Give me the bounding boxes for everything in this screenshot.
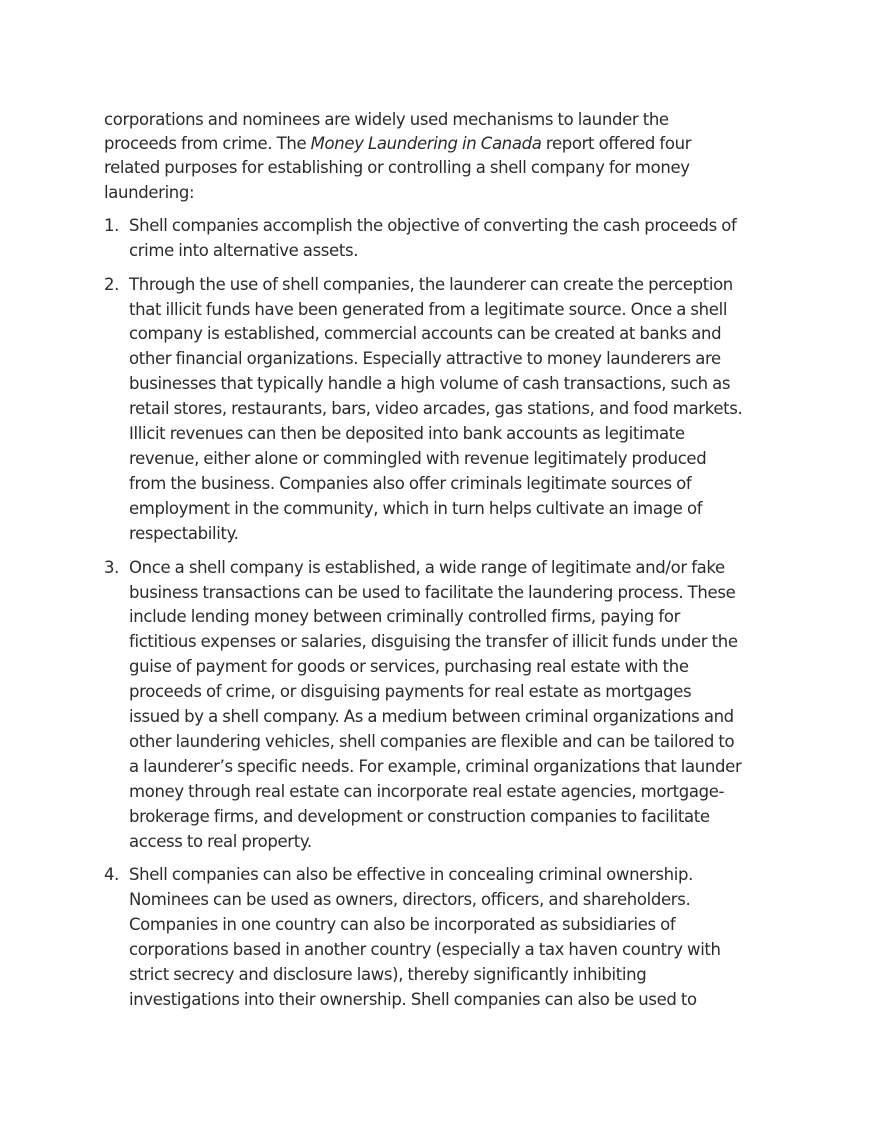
list-item-number: 2.: [104, 274, 120, 294]
list-item: [104, 556, 744, 855]
list-item: [104, 273, 744, 547]
list-item-number: 4.: [104, 865, 120, 885]
list-item: [104, 863, 744, 1012]
list-item-number: 3.: [104, 557, 120, 577]
report-title: Money Laundering in Canada: [310, 134, 542, 154]
intro-text-before: corporations and nominees are widely used mechanisms to launder the proceeds from crime. The: [104, 110, 669, 154]
numbered-list: [104, 214, 744, 1013]
list-item-text: Once a shell company is established, a wide range of legitimate and/or fake business transactions can be used to facilitate the laundering process. These include lending money between criminally controlled firms, paying for fictitious expenses or salaries, disguising the transfer of illicit funds under the guise of payment for goods or services, purchasing real estate with the proceeds of crime, or disguising payments for real estate as mortgages issued by a shell company. As a medium between criminal organizations and other laundering vehicles, shell companies are flexible and can be tailored to a launderer’s specific needs. For example, criminal organizations that launder money through real estate can incorporate real estate agencies, mortgage-brokerage firms, and development or construction companies to facilitate access to real property.: [129, 557, 742, 851]
list-item-number: 1.: [104, 215, 120, 235]
intro-paragraph: [104, 108, 744, 205]
list-item-text: Through the use of shell companies, the launderer can create the perception that illicit funds have been generated from a legitimate source. Once a shell company is established, commercial accounts can be created at banks and other financial organizations. Especially attractive to money launderers are businesses that typically handle a high volume of cash transactions, such as retail stores, restaurants, bars, video arcades, gas stations, and food markets. Illicit revenues can then be deposited into bank accounts as legitimate revenue, either alone or commingled with revenue legitimately produced from the business. Companies also offer criminals legitimate sources of employment in the community, which in turn helps cultivate an image of respectability.: [129, 274, 743, 543]
document-page: [104, 108, 744, 1022]
list-item: [104, 214, 744, 264]
list-item-text: Shell companies accomplish the objective of converting the cash proceeds of crime into alternative assets.: [129, 215, 737, 260]
intro-text-after: report offered four related purposes for establishing or controlling a shell company for money laundering:: [104, 134, 692, 202]
list-item-text: Shell companies can also be effective in concealing criminal ownership. Nominees can be used as owners, directors, officers, and shareholders. Companies in one country can also be incorporated as subsidiaries of corporations based in another country (especially a tax haven country with strict secrecy and disclosure laws), thereby significantly inhibiting investigations into their ownership. Shell companies can also be used to: [129, 865, 721, 1009]
